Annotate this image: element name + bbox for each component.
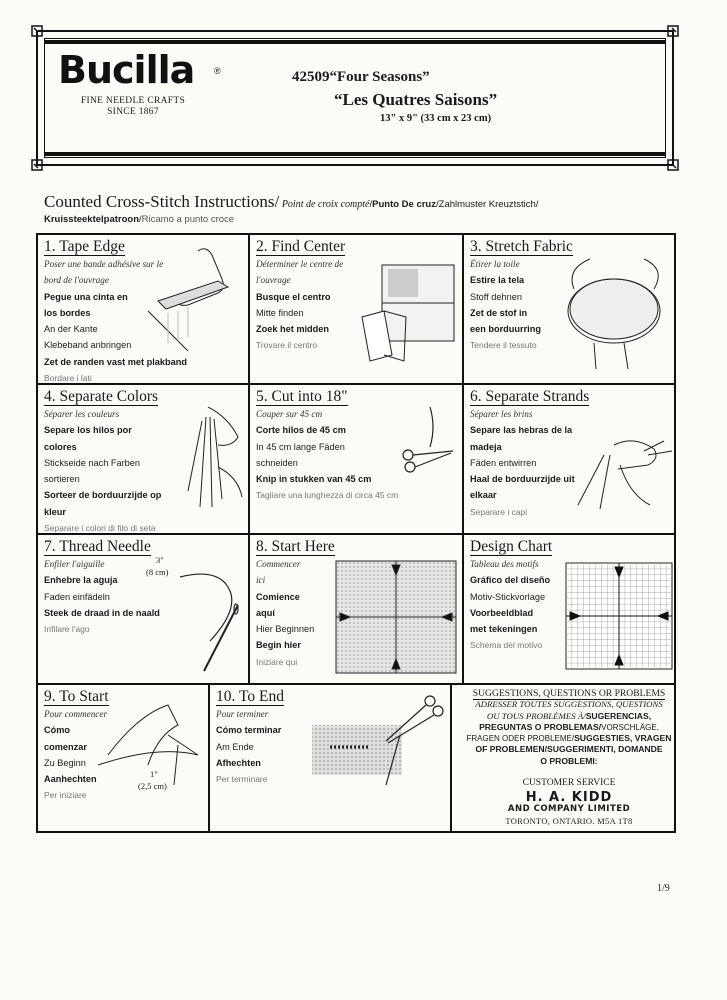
step-line-es: comenzar: [44, 741, 87, 752]
needle-length-in: 3": [156, 555, 164, 565]
step-line-es: Cómo terminar: [216, 725, 282, 736]
step-lines: [256, 556, 314, 670]
step-line-de: Mitte finden: [256, 307, 304, 318]
page-number: 1/9: [657, 883, 670, 894]
step-line-nl: Voorbeeldblad: [470, 607, 534, 618]
step-line-de: Faden einfädeln: [44, 591, 110, 602]
step-line-es: Corte hilos de 45 cm: [256, 425, 346, 436]
brand-logo: Bucilla: [58, 48, 195, 92]
step-line-nl: Aanhechten: [44, 774, 97, 785]
step-6-cell: [462, 383, 676, 535]
step-line-es: Busque el centro: [256, 291, 331, 302]
step-line-nl: Zoek het midden: [256, 324, 329, 335]
step-line-fr: Couper sur 45 cm: [256, 409, 323, 419]
step-line-es: Comience: [256, 591, 300, 602]
step-lines: [216, 706, 281, 787]
instructions-heading: Counted Cross-Stitch Instructions/ Point de croix compté/Punto De cruz/Zahlmuster Kreuztstich/: [44, 192, 539, 211]
step-line-es: madeja: [470, 441, 502, 452]
step-title: 8. Start Here: [256, 538, 335, 555]
step-line-fr: Poser une bande adhésive sur le: [44, 259, 164, 269]
tape-edge-illustration: [138, 241, 246, 351]
instructions-heading-2: Kruissteektelpatroon/Ricamo a punto croce: [44, 214, 235, 225]
product-title-fr: “Les Quatres Saisons”: [334, 90, 498, 109]
step-line-nl: Zet de randen vast met plakband: [44, 356, 187, 367]
step-4-cell: [36, 383, 250, 535]
step-line-de: sortieren: [44, 474, 80, 485]
step-lines: [470, 256, 541, 354]
step-title: 4. Separate Colors: [44, 388, 159, 405]
step-title: 1. Tape Edge: [44, 238, 125, 255]
heading-fr: Point de croix compté: [281, 199, 370, 210]
step-line-de: Klebeband anbringen: [44, 340, 132, 351]
step-line-it: Trovare il centro: [256, 340, 318, 351]
step-title: 9. To Start: [44, 688, 109, 705]
step-line-nl: kleur: [44, 506, 66, 517]
step-title: Design Chart: [470, 538, 553, 555]
suggestions-heading: SUGGESTIONS, QUESTIONS OR PROBLEMS: [472, 688, 666, 699]
separate-strands-illustration: [574, 425, 674, 515]
heading-en: Counted Cross-Stitch Instructions: [44, 192, 275, 211]
needle-length-cm: (8 cm): [146, 567, 169, 577]
step-line-fr: bord de l'ouvrage: [44, 275, 109, 286]
suggestions-cell: [450, 683, 676, 833]
step-line-it: Infilare l'ago: [44, 624, 90, 635]
step-title: 5. Cut into 18": [256, 388, 348, 405]
heading-it: Ricamo a punto croce: [141, 214, 235, 225]
step-line-es: aquí: [256, 607, 275, 618]
step-line-nl: Steek de draad in de naald: [44, 607, 160, 618]
step-line-de: In 45 cm lange Fäden: [256, 441, 345, 452]
find-center-illustration: [358, 263, 458, 363]
design-chart-grid-illustration: [564, 561, 676, 673]
step-line-fr: Étirer la toile: [470, 259, 520, 269]
heading-nl: Kruissteektelpatroon: [44, 214, 140, 225]
product-dimensions: 13" x 9" (33 cm x 23 cm): [380, 113, 492, 124]
step-line-it: Schema del motivo: [470, 640, 543, 651]
step-line-es: Enhebre la aguja: [44, 575, 118, 586]
suggestions-nl: OF PROBLEMEN/SUGGERIMENTI, DOMANDE: [475, 744, 663, 755]
step-title: 2. Find Center: [256, 238, 346, 255]
step-lines: [470, 406, 575, 520]
end-thread-illustration: [310, 695, 450, 795]
step-line-nl: Haal de borduurzijde uit: [470, 474, 575, 485]
step-line-fr: Séparer les couleurs: [44, 409, 120, 419]
start-length-in: 1": [150, 769, 158, 779]
step-title: 10. To End: [216, 688, 284, 705]
company-address: TORONTO, ONTARIO. M5A 1T8: [505, 816, 633, 827]
heading-es: Punto De cruz: [372, 199, 436, 210]
step-line-fr: Pour terminer: [216, 709, 269, 719]
step-line-de: An der Kante: [44, 324, 98, 335]
step-lines: [256, 256, 343, 354]
step-line-fr: Pour commencer: [44, 709, 108, 719]
step-line-de: Zu Beginn: [44, 757, 86, 768]
suggestions-fr-2: OU TOUS PROBLÈMES À/SUGERENCIAS,: [486, 710, 652, 721]
step-line-nl: Afhechten: [216, 757, 261, 768]
step-1-cell: [36, 233, 250, 385]
tagline-line-1: FINE NEEDLE CRAFTS: [80, 96, 186, 106]
step-8-cell: [248, 533, 464, 685]
step-line-it: Iniziare qui: [256, 656, 298, 667]
instruction-grid: [36, 233, 676, 833]
step-line-es: Gráfico del diseño: [470, 575, 551, 586]
step-line-es: Estire la tela: [470, 275, 525, 286]
step-line-it: Separare i colori di filo di seta: [44, 523, 156, 534]
registered-mark: ®: [214, 66, 221, 76]
step-line-de: Motiv-Stickvorlage: [470, 591, 546, 602]
step-line-nl: met tekeningen: [470, 624, 538, 635]
step-line-fr: Déterminer le centre de: [256, 259, 344, 269]
company-name: H. A. KIDD: [525, 790, 613, 806]
step-line-es: Separe las hebras de la: [470, 425, 573, 436]
step-9-cell: [36, 683, 210, 833]
step-line-fr: Commencer: [256, 559, 301, 569]
customer-service-label: CUSTOMER SERVICE: [522, 778, 616, 789]
step-line-nl: een borduurring: [470, 324, 541, 335]
step-line-fr: Séparer les brins: [470, 409, 533, 419]
scissors-icon: [400, 405, 460, 475]
step-line-de: schneiden: [256, 457, 298, 468]
step-line-es: los bordes: [44, 307, 91, 318]
start-thread-illustration: [98, 695, 208, 795]
step-line-fr: Enfiler l'aiguille: [44, 559, 105, 569]
step-line-it: Tendere il tessuto: [470, 340, 537, 351]
stretch-fabric-illustration: [554, 249, 674, 369]
step-3-cell: [462, 233, 676, 385]
step-2-cell: [248, 233, 464, 385]
step-10-cell: [208, 683, 452, 833]
suggestions-de: FRAGEN ODER PROBLEME/SUGGESTIES, VRAGEN: [466, 733, 672, 744]
step-line-nl: Zet de stof in: [470, 307, 528, 318]
brand-tagline: [58, 96, 208, 118]
step-line-de: Am Ende: [216, 741, 254, 752]
step-line-de: Hier Beginnen: [256, 624, 315, 635]
step-line-es: colores: [44, 441, 77, 452]
step-line-de: Stickseide nach Farben: [44, 457, 141, 468]
company-name-2: AND COMPANY LIMITED: [507, 804, 631, 815]
step-line-es: Separe los hilos por: [44, 425, 132, 436]
step-title: 7. Thread Needle: [44, 538, 151, 555]
start-length-cm: (2,5 cm): [138, 781, 167, 791]
suggestions-block: [456, 688, 682, 828]
heading-de: Zahlmuster Kreuztstich/: [438, 199, 539, 210]
step-line-es: Pegue una cinta en: [44, 291, 128, 302]
tagline-line-2: SINCE 1867: [107, 107, 159, 117]
step-line-es: Cómo: [44, 725, 71, 736]
step-7-cell: [36, 533, 250, 685]
step-lines: [44, 406, 161, 536]
step-line-nl: elkaar: [470, 490, 497, 501]
step-line-it: Tagliare una lunghezza di circa 45 cm: [256, 490, 399, 501]
step-lines: [44, 556, 160, 637]
step-line-nl: Sorteer de borduurzijde op: [44, 490, 162, 501]
step-lines: [470, 556, 550, 654]
suggestions-fr-1: ADRESSER TOUTES SUGGESTIONS, QUESTIONS: [475, 699, 663, 710]
needle-icon: [178, 565, 248, 675]
step-line-fr: l'ouvrage: [256, 275, 291, 286]
step-line-it: Per iniziare: [44, 790, 87, 801]
step-line-it: Bordare i lati: [44, 373, 92, 384]
design-chart-cell: [462, 533, 676, 685]
step-line-fr: ici: [256, 575, 266, 586]
step-line-de: Stoff dehnen: [470, 291, 522, 302]
step-line-it: Per terminare: [216, 774, 268, 785]
step-lines: [256, 406, 398, 504]
step-line-nl: Knip in stukken van 45 cm: [256, 474, 372, 485]
step-title: 6. Separate Strands: [470, 388, 590, 405]
start-here-illustration: [332, 557, 460, 677]
step-5-cell: [248, 383, 464, 535]
step-line-fr: Tableau des motifs: [470, 559, 539, 569]
separate-colors-illustration: [178, 407, 246, 517]
suggestions-es: PREGUNTAS O PROBLEMAS/VORSCHLÄGE,: [479, 721, 659, 732]
heading-slash: /: [274, 192, 280, 211]
step-line-it: Separare i capi: [470, 506, 528, 517]
step-title: 3. Stretch Fabric: [470, 238, 573, 255]
step-line-nl: Begin hier: [256, 640, 301, 651]
suggestions-it: O PROBLEMI:: [540, 755, 598, 766]
product-title: 42509“Four Seasons”: [292, 69, 430, 85]
step-line-de: Fäden entwirren: [470, 457, 537, 468]
